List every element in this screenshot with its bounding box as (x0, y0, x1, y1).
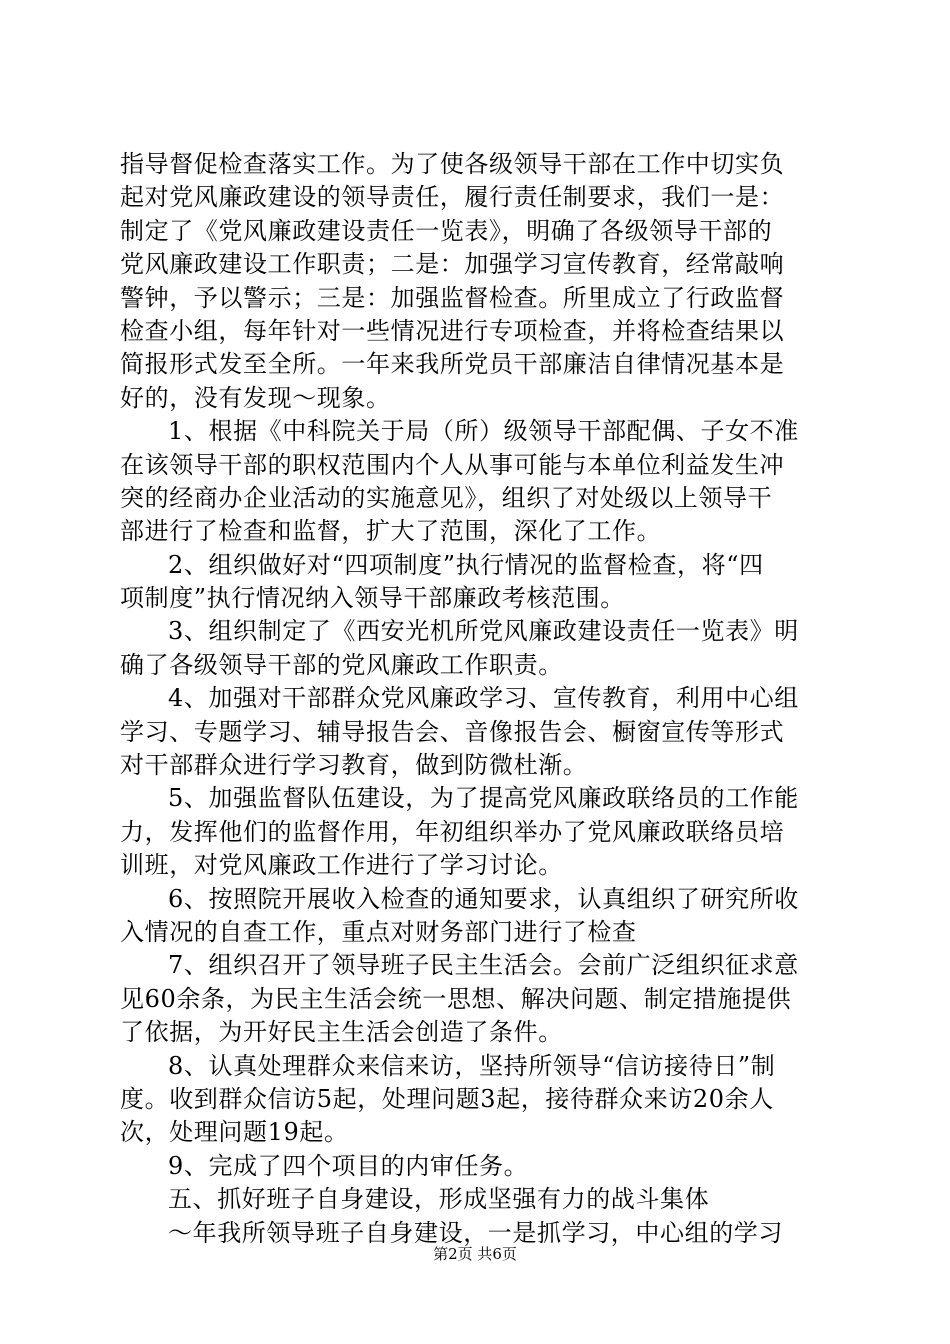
text-line: 起对党风廉政建设的领导责任，履行责任制要求，我们一是： (120, 183, 785, 212)
text-line: 度。收到群众信访5起，处理问题3起，接待群众来访20余人 (120, 1084, 774, 1113)
text-line: 入情况的自查工作，重点对财务部门进行了检查 (120, 917, 637, 946)
text-line: 2、组织做好对“四项制度”执行情况的监督检查，将“四 (168, 550, 764, 579)
section-heading: 五、抓好班子自身建设，形成坚强有力的战斗集体 (168, 1185, 710, 1214)
text-line: 8、认真处理群众来信来访，坚持所领导“信访接待日”制 (168, 1051, 776, 1080)
text-line: 好的，没有发现～现象。 (120, 383, 391, 412)
text-line: 党风廉政建设工作职责；二是：加强学习宣传教育，经常敲响 (120, 250, 785, 279)
text-line: 4、加强对干部群众党风廉政学习、宣传教育，利用中心组 (168, 684, 799, 713)
text-line: 见60余条，为民主生活会统一思想、解决问题、制定措施提供 (120, 984, 792, 1013)
text-line: 简报形式发至全所。一年来我所党员干部廉洁自律情况基本是 (120, 350, 785, 379)
text-line: 项制度”执行情况纳入领导干部廉政考核范围。 (120, 584, 625, 613)
text-line: 制定了《党风廉政建设责任一览表》，明确了各级领导干部的 (120, 216, 773, 245)
text-line: 9、完成了四个项目的内审任务。 (168, 1151, 529, 1180)
page-number-footer: 第2页 共6页 (433, 1245, 517, 1263)
text-line: 部进行了检查和监督，扩大了范围，深化了工作。 (120, 517, 662, 546)
text-line: 学习、专题学习、辅导报告会、音像报告会、橱窗宣传等形式 (120, 717, 785, 746)
text-line: 3、组织制定了《西安光机所党风廉政建设责任一览表》明 (168, 617, 799, 646)
body-text (120, 148, 840, 1250)
text-line: 次，处理问题19起。 (120, 1118, 349, 1147)
text-line: 警钟，予以警示；三是：加强监督检查。所里成立了行政监督 (120, 283, 785, 312)
text-line: 1、根据《中科院关于局（所）级领导干部配偶、子女不准 (168, 417, 799, 446)
text-line: 确了各级领导干部的党风廉政工作职责。 (120, 650, 563, 679)
text-line: 突的经商办企业活动的实施意见》，组织了对处级以上领导干 (120, 483, 773, 512)
text-line: ～年我所领导班子自身建设，一是抓学习，中心组的学习 (168, 1218, 783, 1247)
text-line: 6、按照院开展收入检查的通知要求，认真组织了研究所收 (168, 884, 799, 913)
text-line: 在该领导干部的职权范围内个人从事可能与本单位利益发生冲 (120, 450, 785, 479)
text-line: 了依据，为开好民主生活会创造了条件。 (120, 1018, 563, 1047)
text-line: 指导督促检查落实工作。为了使各级领导干部在工作中切实负 (120, 150, 785, 178)
text-line: 5、加强监督队伍建设，为了提高党风廉政联络员的工作能 (168, 784, 799, 813)
text-line: 力，发挥他们的监督作用，年初组织举办了党风廉政联络员培 (120, 817, 785, 846)
text-line: 检查小组，每年针对一些情况进行专项检查，并将检查结果以 (120, 316, 785, 345)
text-line: 7、组织召开了领导班子民主生活会。会前广泛组织征求意 (168, 951, 799, 980)
text-line: 训班，对党风廉政工作进行了学习讨论。 (120, 851, 563, 880)
text-line: 对干部群众进行学习教育，做到防微杜渐。 (120, 751, 588, 780)
